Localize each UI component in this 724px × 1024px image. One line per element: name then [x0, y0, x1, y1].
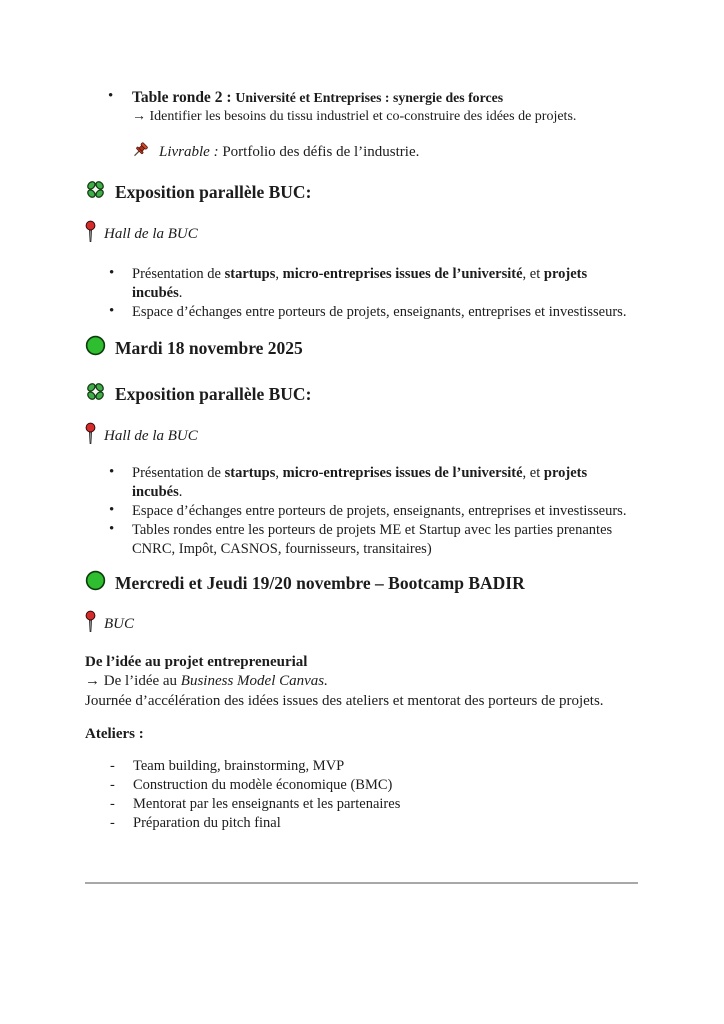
- list-item: • Présentation de startups, micro-entreprises issues de l’université, et projets incubés.: [85, 464, 638, 502]
- round-pin-icon: [85, 220, 96, 250]
- location-text: Hall de la BUC: [104, 427, 198, 444]
- table-ronde-title-main: Table ronde 2 :: [132, 89, 236, 106]
- location-text: Hall de la BUC: [104, 225, 198, 242]
- location-line-bootcamp: [85, 610, 638, 640]
- table-ronde-goal: → Identifier les besoins du tissu industriel et co-construire des idées de projets.: [132, 109, 577, 125]
- bootcamp-title: De l’idée au projet entrepreneurial: [85, 653, 308, 670]
- section-heading-text: Exposition parallèle BUC:: [115, 384, 312, 405]
- list-item: • Espace d’échanges entre porteurs de projets, enseignants, entreprises et investisseurs.: [85, 303, 638, 322]
- clover-icon: [85, 179, 106, 207]
- list-item: • Présentation de startups, micro-entreprises issues de l’université, et projets incubés.: [85, 265, 638, 303]
- table-ronde-title-sub: Université et Entreprises : synergie des forces: [235, 90, 504, 105]
- bootcamp-description: Journée d’accélération des idées issues des ateliers et mentorat des porteurs de projets.: [85, 692, 604, 709]
- pushpin-icon: [132, 140, 151, 166]
- dash-list-item: - Team building, brainstorming, MVP: [85, 757, 638, 776]
- clover-icon: [85, 381, 106, 409]
- bootcamp-paragraph: [85, 653, 638, 712]
- expo-2-bullet-list: [85, 464, 638, 559]
- list-item: • Espace d’échanges entre porteurs de projets, enseignants, entreprises et investisseurs.: [85, 502, 638, 521]
- bullet-marker: •: [108, 88, 114, 104]
- livrable-text: Livrable : Portfolio des défis de l’industrie.: [159, 143, 420, 160]
- expo-1-bullet-list: [85, 265, 638, 322]
- section-heading-text: Mercredi et Jeudi 19/20 novembre – Bootcamp BADIR: [115, 573, 525, 594]
- ateliers-list: [85, 757, 638, 833]
- dash-list-item: - Construction du modèle économique (BMC): [85, 776, 638, 795]
- location-line-expo-1: [85, 220, 638, 250]
- bootcamp-arrow-line: → De l’idée au Business Model Canvas.: [85, 673, 328, 690]
- section-heading-expo-1: [85, 179, 638, 207]
- livrable-line: [85, 140, 638, 166]
- green-circle-icon: [85, 570, 106, 598]
- ateliers-label: Ateliers :: [85, 726, 144, 743]
- section-heading-text: Exposition parallèle BUC:: [115, 182, 312, 203]
- green-circle-icon: [85, 335, 106, 363]
- list-item: • Tables rondes entre les porteurs de projets ME et Startup avec les parties prenantes CNRC, Impôt, CASNOS, fournisseurs, transitaires): [85, 521, 638, 559]
- section-heading-mardi: [85, 335, 638, 363]
- round-pin-icon: [85, 610, 96, 640]
- bullet-item-table-ronde: [85, 88, 638, 127]
- round-pin-icon: [85, 422, 96, 452]
- table-ronde-title: [132, 88, 638, 108]
- horizontal-rule: [85, 882, 638, 884]
- dash-list-item: - Mentorat par les enseignants et les partenaires: [85, 795, 638, 814]
- section-heading-expo-2: [85, 381, 638, 409]
- section-heading-bootcamp: [85, 570, 638, 598]
- bullet-text: [132, 88, 638, 127]
- section-heading-text: Mardi 18 novembre 2025: [115, 338, 303, 359]
- location-text: BUC: [104, 615, 134, 632]
- dash-list-item: - Préparation du pitch final: [85, 814, 638, 833]
- location-line-expo-2: [85, 422, 638, 452]
